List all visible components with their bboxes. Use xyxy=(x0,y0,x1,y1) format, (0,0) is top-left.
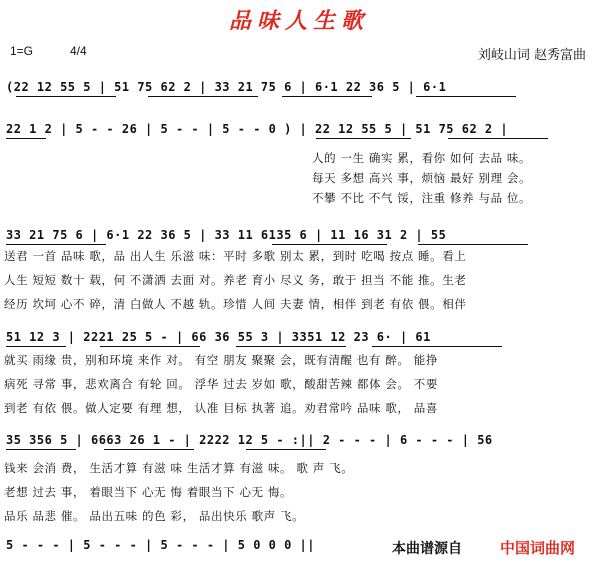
song-title: 品味人生歌 xyxy=(228,8,369,34)
staff-line-3: 33 21 75 6 | 6·1 22 36 5 | 33 11 6135 6 | 11 16 31 2 | 55 xyxy=(6,228,447,242)
staff-line-4: 51 12 3 | 2221 25 5 - | 66 36 55 3 | 3351 12 23 6· | 61 xyxy=(6,330,431,344)
lyric-row-9: 到老 有依 偎。做人定要 有理 想， 认准 目标 执著 追。劝君常吟 品味 歌， 品喜 xyxy=(4,401,439,415)
lyric-row-2: 每天 多想 高兴 事，烦恼 最好 别理 会。 xyxy=(312,171,532,185)
lyric-row-12: 品乐 品悲 催。 品出五味 的色 彩， 品出快乐 歌声 飞。 xyxy=(4,509,305,523)
site-watermark[interactable]: 中国词曲网 xyxy=(500,539,576,557)
lyric-row-3: 不攀 不比 不气 馁，注重 修养 与品 位。 xyxy=(312,191,532,205)
source-label: 本曲谱源自 xyxy=(392,541,462,557)
staff-line-5: 35 356 5 | 6663 26 1 - | 2222 12 5 - :|| 2 - - - | 6 - - - | 56 xyxy=(6,433,493,447)
lyric-row-5: 人生 短短 数十 载，何 不潇洒 去面 对。养老 育小 尽义 务，敢于 担当 不能 推。生老 xyxy=(4,273,467,287)
staff-line-6: 5 - - - | 5 - - - | 5 - - - | 5 0 0 0 || xyxy=(6,538,315,552)
lyric-row-7: 就买 雨缘 贵，别和环境 来作 对。 有空 朋友 聚聚 会，既有清醒 也有 醉。 能挣 xyxy=(4,353,439,367)
staff-line-2: 22 1 2 | 5 - - 26 | 5 - - | 5 - - 0 ) | 22 12 55 5 | 51 75 62 2 | xyxy=(6,122,509,136)
lyric-row-4: 送君 一首 品味 歌，品 出人生 乐滋 味：平时 多歌 别太 累，到时 吃喝 按点 睡。看上 xyxy=(4,249,467,263)
staff-line-1: (22 12 55 5 | 51 75 62 2 | 33 21 75 6 | 6·1 22 36 5 | 6·1 xyxy=(6,80,447,94)
time-signature: 4/4 xyxy=(70,44,87,58)
key-signature: 1=G xyxy=(10,44,34,58)
lyric-row-1: 人的 一生 确实 累，看你 如何 去品 味。 xyxy=(312,151,532,165)
credits: 刘岐山词 赵秀富曲 xyxy=(477,48,586,63)
lyric-row-8: 病死 寻常 事，悲欢离合 有轮 回。 浮华 过去 岁如 歌，酸甜苦辣 都体 会。 不要 xyxy=(4,377,439,391)
lyric-row-10: 钱来 会消 费， 生活才算 有滋 味 生活才算 有滋 味。 歌 声 飞。 xyxy=(4,461,354,475)
lyric-row-11: 老想 过去 事， 着眼当下 心无 悔 着眼当下 心无 悔。 xyxy=(4,485,293,499)
lyric-row-6: 经历 坎坷 心不 碎，清 白做人 不越 轨。珍惜 人间 夫妻 情，相伴 到老 有依 偎。相伴 xyxy=(4,297,467,311)
